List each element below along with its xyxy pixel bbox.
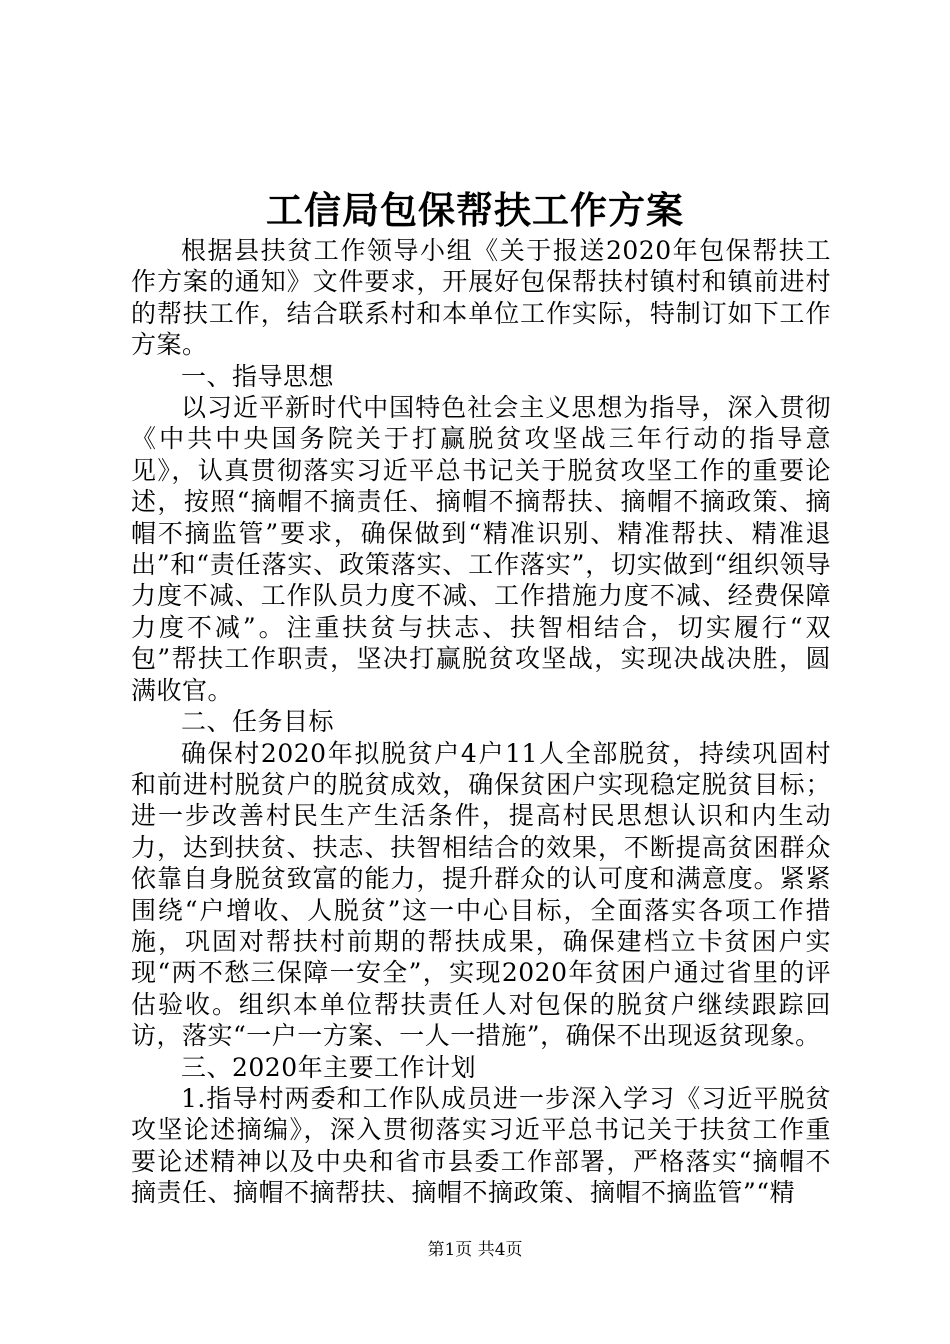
document-title: 工信局包保帮扶工作方案 [266,188,684,232]
section-heading-guiding-thought: 一、指导思想 [181,361,335,391]
page-number-footer: 第1页 共4页 [427,1240,523,1260]
intro-paragraph: 根据县扶贫工作领导小组《关于报送2020年包保帮扶工作方案的通知》文件要求，开展好包保帮扶村镇村和镇前进村的帮扶工作，结合联系村和本单位工作实际，特制订如下工作方案。 [131,236,831,360]
guiding-thought-paragraph: 以习近平新时代中国特色社会主义思想为指导，深入贯彻《中共中央国务院关于打赢脱贫攻坚战三年行动的指导意见》，认真贯彻落实习近平总书记关于脱贫攻坚工作的重要论述，按照“摘帽不摘责任、摘帽不摘帮扶、摘帽不摘政策、摘帽不摘监管”要求，确保做到“精准识别、精准帮扶、精准退出”和“责任落实、政策落实、工作落实”，切实做到“组织领导力度不减、工作队员力度不减、工作措施力度不减、经费保障力度不减”。注重扶贫与扶志、扶智相结合，切实履行“双包”帮扶工作职责，坚决打赢脱贫攻坚战，实现决战决胜，圆满收官。 [131,393,831,705]
section-heading-task-goals: 二、任务目标 [181,707,335,737]
work-plan-item-1: 1.指导村两委和工作队成员进一步深入学习《习近平脱贫攻坚论述摘编》，深入贯彻落实习近平总书记关于扶贫工作重要论述精神以及中央和省市县委工作部署，严格落实“摘帽不摘责任、摘帽不摘帮扶、摘帽不摘政策、摘帽不摘监管”“精 [131,1083,831,1208]
document-body [131,235,831,1209]
section-heading-work-plan: 三、2020年主要工作计划 [181,1052,477,1082]
task-goals-paragraph: 确保村2020年拟脱贫户4户11人全部脱贫，持续巩固村和前进村脱贫户的脱贫成效，确保贫困户实现稳定脱贫目标；进一步改善村民生产生活条件，提高村民思想认识和内生动力，达到扶贫、扶志、扶智相结合的效果，不断提高贫困群众依靠自身脱贫致富的能力，提升群众的认可度和满意度。紧紧围绕“户增收、人脱贫”这一中心目标，全面落实各项工作措施，巩固对帮扶村前期的帮扶成果，确保建档立卡贫困户实现“两不愁三保障一安全”，实现2020年贫困户通过省里的评估验收。组织本单位帮扶责任人对包保的脱贫户继续跟踪回访，落实“一户一方案、一人一措施”，确保不出现返贫现象。 [131,738,831,1051]
